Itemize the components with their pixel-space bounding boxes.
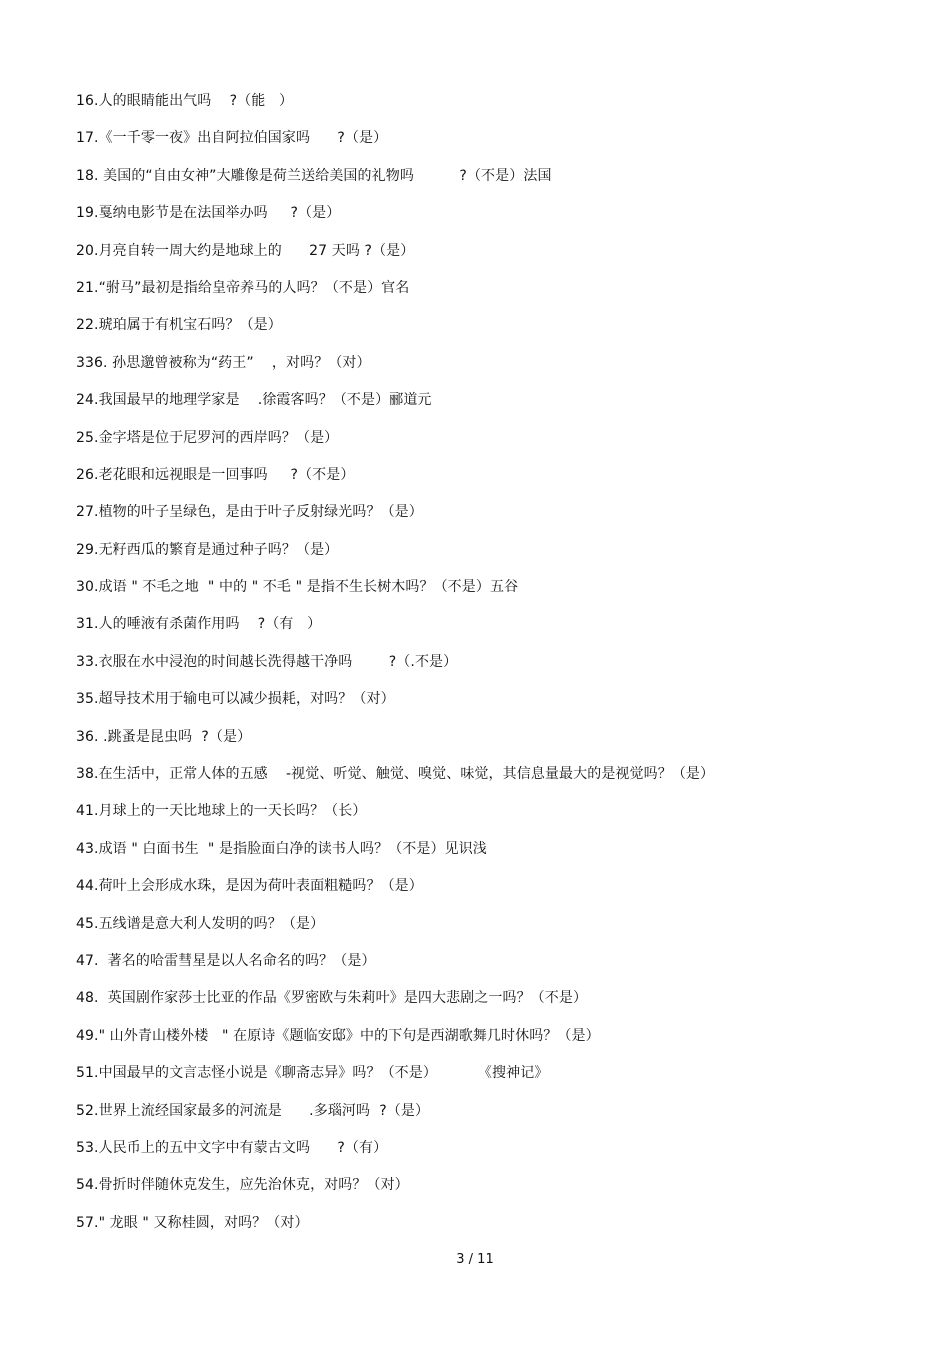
question-line: 38.在生活中，正常人体的五感 -视觉、听觉、触觉、嗅觉、味觉，其信息量最大的是视觉吗？（是） xyxy=(76,766,715,783)
question-line: 41.月球上的一天比地球上的一天长吗？（长） xyxy=(76,803,367,820)
question-line: 45.五线谱是意大利人发明的吗？（是） xyxy=(76,915,325,932)
question-line: 57." 龙眼 " 又称桂圆，对吗？（对） xyxy=(76,1214,309,1231)
question-line: 31.人的唾液有杀菌作用吗 ?（有 ） xyxy=(76,616,322,633)
question-line: 48. 英国剧作家莎士比亚的作品《罗密欧与朱莉叶》是四大悲剧之一吗？（不是） xyxy=(76,990,588,1007)
page-number: 3 / 11 xyxy=(456,1252,494,1267)
question-line: 19.戛纳电影节是在法国举办吗 ?（是） xyxy=(76,205,341,222)
question-line: 26.老花眼和远视眼是一回事吗 ?（不是） xyxy=(76,466,355,483)
question-list xyxy=(76,89,916,1248)
question-line: 36. .跳蚤是昆虫吗 ?（是） xyxy=(76,728,252,745)
question-line: 336. 孙思邈曾被称为“药王” ，对吗？（对） xyxy=(76,354,371,371)
question-line: 47. 著名的哈雷彗星是以人名命名的吗？（是） xyxy=(76,952,376,969)
question-line: 54.骨折时伴随休克发生，应先治休克，对吗？（对） xyxy=(76,1177,409,1194)
question-line: 22.琥珀属于有机宝石吗？（是） xyxy=(76,317,282,334)
question-line: 33.衣服在水中浸泡的时间越长洗得越干净吗 ?（.不是） xyxy=(76,653,458,670)
question-line: 43.成语 " 白面书生 " 是指脸面白净的读书人吗？（不是）见识浅 xyxy=(76,840,487,857)
question-line: 53.人民币上的五中文字中有蒙古文吗 ?（有） xyxy=(76,1139,388,1156)
question-line: 16.人的眼睛能出气吗 ?（能 ） xyxy=(76,93,294,109)
question-line: 35.超导技术用于输电可以减少损耗，对吗？（对） xyxy=(76,691,395,708)
question-line: 44.荷叶上会形成水珠，是因为荷叶表面粗糙吗？（是） xyxy=(76,878,423,895)
question-line: 52.世界上流经国家最多的河流是 .多瑙河吗 ?（是） xyxy=(76,1102,430,1119)
question-line: 30.成语 " 不毛之地 " 中的 " 不毛 " 是指不生长树木吗？（不是）五谷 xyxy=(76,579,519,596)
question-line: 27.植物的叶子呈绿色，是由于叶子反射绿光吗？（是） xyxy=(76,504,423,521)
question-line: 17.《一千零一夜》出自阿拉伯国家吗 ?（是） xyxy=(76,130,388,147)
question-line: 51.中国最早的文言志怪小说是《聊斋志异》吗？（不是） 《搜神记》 xyxy=(76,1065,549,1082)
question-line: 18. 美国的“自由女神”大雕像是荷兰送给美国的礼物吗 ?（不是）法国 xyxy=(76,167,552,184)
question-line: 21.“驸马”最初是指给皇帝养马的人吗？（不是）官名 xyxy=(76,279,410,296)
question-line: 29.无籽西瓜的繁育是通过种子吗？（是） xyxy=(76,541,339,558)
question-line: 20.月亮自转一周大约是地球上的 27 天吗 ?（是） xyxy=(76,242,415,259)
question-line: 24.我国最早的地理学家是 .徐霞客吗？（不是）郦道元 xyxy=(76,392,432,409)
question-line: 25.金字塔是位于尼罗河的西岸吗？（是） xyxy=(76,429,339,446)
question-line: 49." 山外青山楼外楼 " 在原诗《题临安邸》中的下句是西湖歌舞几时休吗？（是） xyxy=(76,1027,600,1044)
